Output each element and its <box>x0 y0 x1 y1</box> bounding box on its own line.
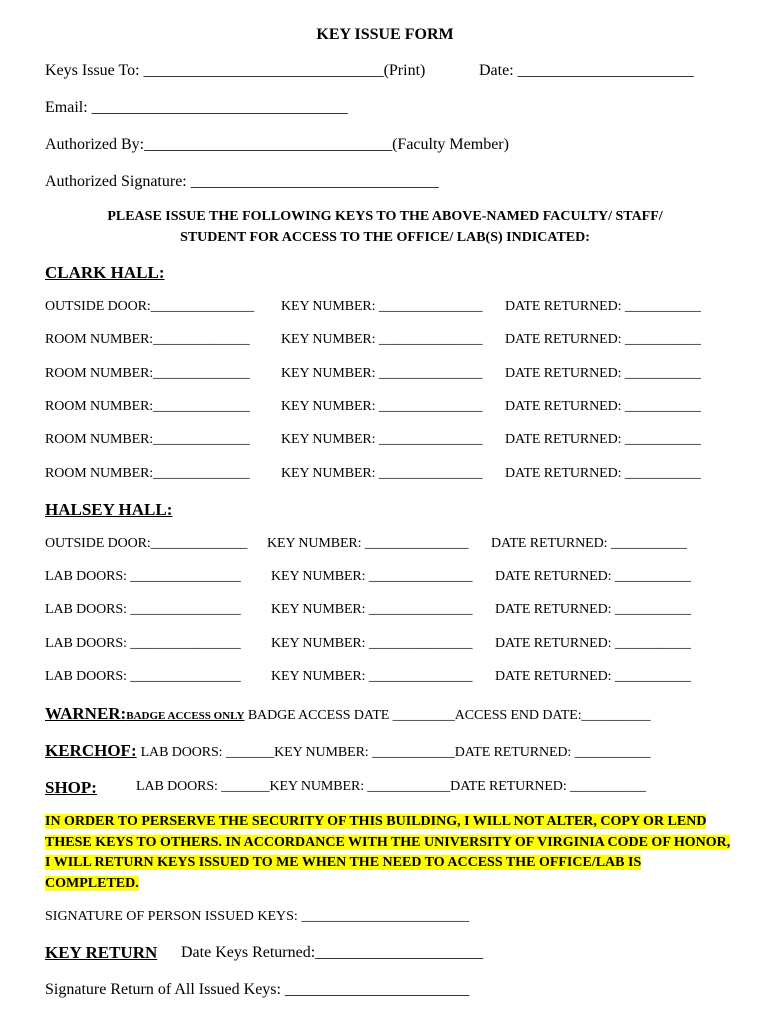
clark-row-date-returned[interactable]: DATE RETURNED: ___________ <box>505 466 701 481</box>
halsey-row-key-number[interactable]: KEY NUMBER: _______________ <box>271 602 473 617</box>
halsey-row-lab-doors[interactable]: LAB DOORS: ________________ <box>45 636 241 651</box>
clark-row-date-returned[interactable]: DATE RETURNED: ___________ <box>505 366 701 381</box>
clark-row-key-number[interactable]: KEY NUMBER: _______________ <box>281 466 483 481</box>
clark-row-date-returned[interactable]: DATE RETURNED: ___________ <box>505 432 701 447</box>
halsey-row-key-number[interactable]: KEY NUMBER: _______________ <box>271 669 473 684</box>
clark-row-key-number[interactable]: KEY NUMBER: _______________ <box>281 299 483 314</box>
halsey-row-lab-doors[interactable]: LAB DOORS: ________________ <box>45 669 241 684</box>
clark-row-key-number[interactable]: KEY NUMBER: _______________ <box>281 399 483 414</box>
instructions-notice <box>40 206 730 248</box>
key-return-row <box>45 943 157 963</box>
key-return-heading: KEY RETURN <box>45 943 158 962</box>
clark-row-date-returned[interactable]: DATE RETURNED: ___________ <box>505 299 701 314</box>
halsey-hall-heading: HALSEY HALL: <box>45 500 173 519</box>
halsey-row-lab-doors[interactable]: LAB DOORS: ________________ <box>45 569 241 584</box>
badge-access-only-label: BADGE ACCESS ONLY <box>126 710 245 722</box>
halsey-row-date-returned[interactable]: DATE RETURNED: ___________ <box>495 636 691 651</box>
signature-return-field[interactable]: Signature Return of All Issued Keys: _______________________ <box>45 981 469 998</box>
halsey-row-lab-doors[interactable]: LAB DOORS: ________________ <box>45 602 241 617</box>
authorized-by-line[interactable]: _______________________________ <box>144 136 393 153</box>
warner-badge-access-fields[interactable]: BADGE ACCESS DATE _________ACCESS END DATE:__________ <box>244 708 651 723</box>
clark-row-key-number[interactable]: KEY NUMBER: _______________ <box>281 432 483 447</box>
warner-heading: WARNER: <box>45 704 127 723</box>
kerchof-row[interactable] <box>45 741 651 761</box>
signature-person-issued-keys-field[interactable]: SIGNATURE OF PERSON ISSUED KEYS: ________________________ <box>45 909 470 924</box>
clark-hall-heading: CLARK HALL: <box>45 263 165 282</box>
halsey-row-date-returned[interactable]: DATE RETURNED: ___________ <box>495 602 691 617</box>
halsey-row-key-number[interactable]: KEY NUMBER: _______________ <box>267 536 469 551</box>
warner-row[interactable] <box>45 704 651 724</box>
authorized-by-field[interactable] <box>45 136 509 154</box>
form-title: KEY ISSUE FORM <box>316 26 454 43</box>
shop-heading: SHOP: <box>45 778 97 797</box>
clark-row-room-number[interactable]: ROOM NUMBER:______________ <box>45 332 250 347</box>
kerchof-heading: KERCHOF: <box>45 741 137 760</box>
email-field[interactable]: Email: ________________________________ <box>45 99 348 116</box>
clark-row-room-number[interactable]: ROOM NUMBER:______________ <box>45 399 250 414</box>
clark-row-date-returned[interactable]: DATE RETURNED: ___________ <box>505 332 701 347</box>
authorized-by-label: Authorized By: <box>45 136 145 153</box>
keys-issue-to-field[interactable]: Keys Issue To: ______________________________(Print) <box>45 62 426 79</box>
notice-line-1: PLEASE ISSUE THE FOLLOWING KEYS TO THE ABOVE-NAMED FACULTY/ STAFF/ <box>107 209 663 224</box>
clark-row-outside-door[interactable]: OUTSIDE DOOR:_______________ <box>45 299 255 314</box>
clark-row-key-number[interactable]: KEY NUMBER: _______________ <box>281 366 483 381</box>
halsey-row-key-number[interactable]: KEY NUMBER: _______________ <box>271 636 473 651</box>
halsey-row-date-returned[interactable]: DATE RETURNED: ___________ <box>491 536 687 551</box>
clark-row-date-returned[interactable]: DATE RETURNED: ___________ <box>505 399 701 414</box>
authorized-signature-field[interactable]: Authorized Signature: _______________________________ <box>45 173 439 190</box>
clark-row-key-number[interactable]: KEY NUMBER: _______________ <box>281 332 483 347</box>
kerchof-fields[interactable]: LAB DOORS: _______KEY NUMBER: ____________DATE RETURNED: ___________ <box>140 745 651 760</box>
date-keys-returned-field[interactable]: Date Keys Returned:_____________________ <box>181 944 484 961</box>
security-notice-text: IN ORDER TO PERSERVE THE SECURITY OF THIS BUILDING, I WILL NOT ALTER, COPY OR LEND THESE KEYS TO OTHERS. IN ACCORDANCE WITH THE UNIVERSITY OF VIRGINIA CODE OF HONOR, I WILL RETURN KEYS ISSUED TO ME WHEN THE NEED TO ACCESS THE OFFICE/LAB IS COMPLETED. <box>45 814 731 891</box>
shop-fields[interactable]: LAB DOORS: _______KEY NUMBER: ____________DATE RETURNED: ___________ <box>136 779 646 794</box>
halsey-row-outside-door[interactable]: OUTSIDE DOOR:______________ <box>45 536 248 551</box>
faculty-member-suffix: (Faculty Member) <box>392 136 509 153</box>
date-field[interactable]: Date: ______________________ <box>479 62 694 79</box>
security-honor-notice <box>45 812 735 894</box>
halsey-row-key-number[interactable]: KEY NUMBER: _______________ <box>271 569 473 584</box>
notice-line-2: STUDENT FOR ACCESS TO THE OFFICE/ LAB(S) INDICATED: <box>180 230 590 245</box>
clark-row-room-number[interactable]: ROOM NUMBER:______________ <box>45 366 250 381</box>
clark-row-room-number[interactable]: ROOM NUMBER:______________ <box>45 466 250 481</box>
halsey-row-date-returned[interactable]: DATE RETURNED: ___________ <box>495 569 691 584</box>
clark-row-room-number[interactable]: ROOM NUMBER:______________ <box>45 432 250 447</box>
halsey-row-date-returned[interactable]: DATE RETURNED: ___________ <box>495 669 691 684</box>
